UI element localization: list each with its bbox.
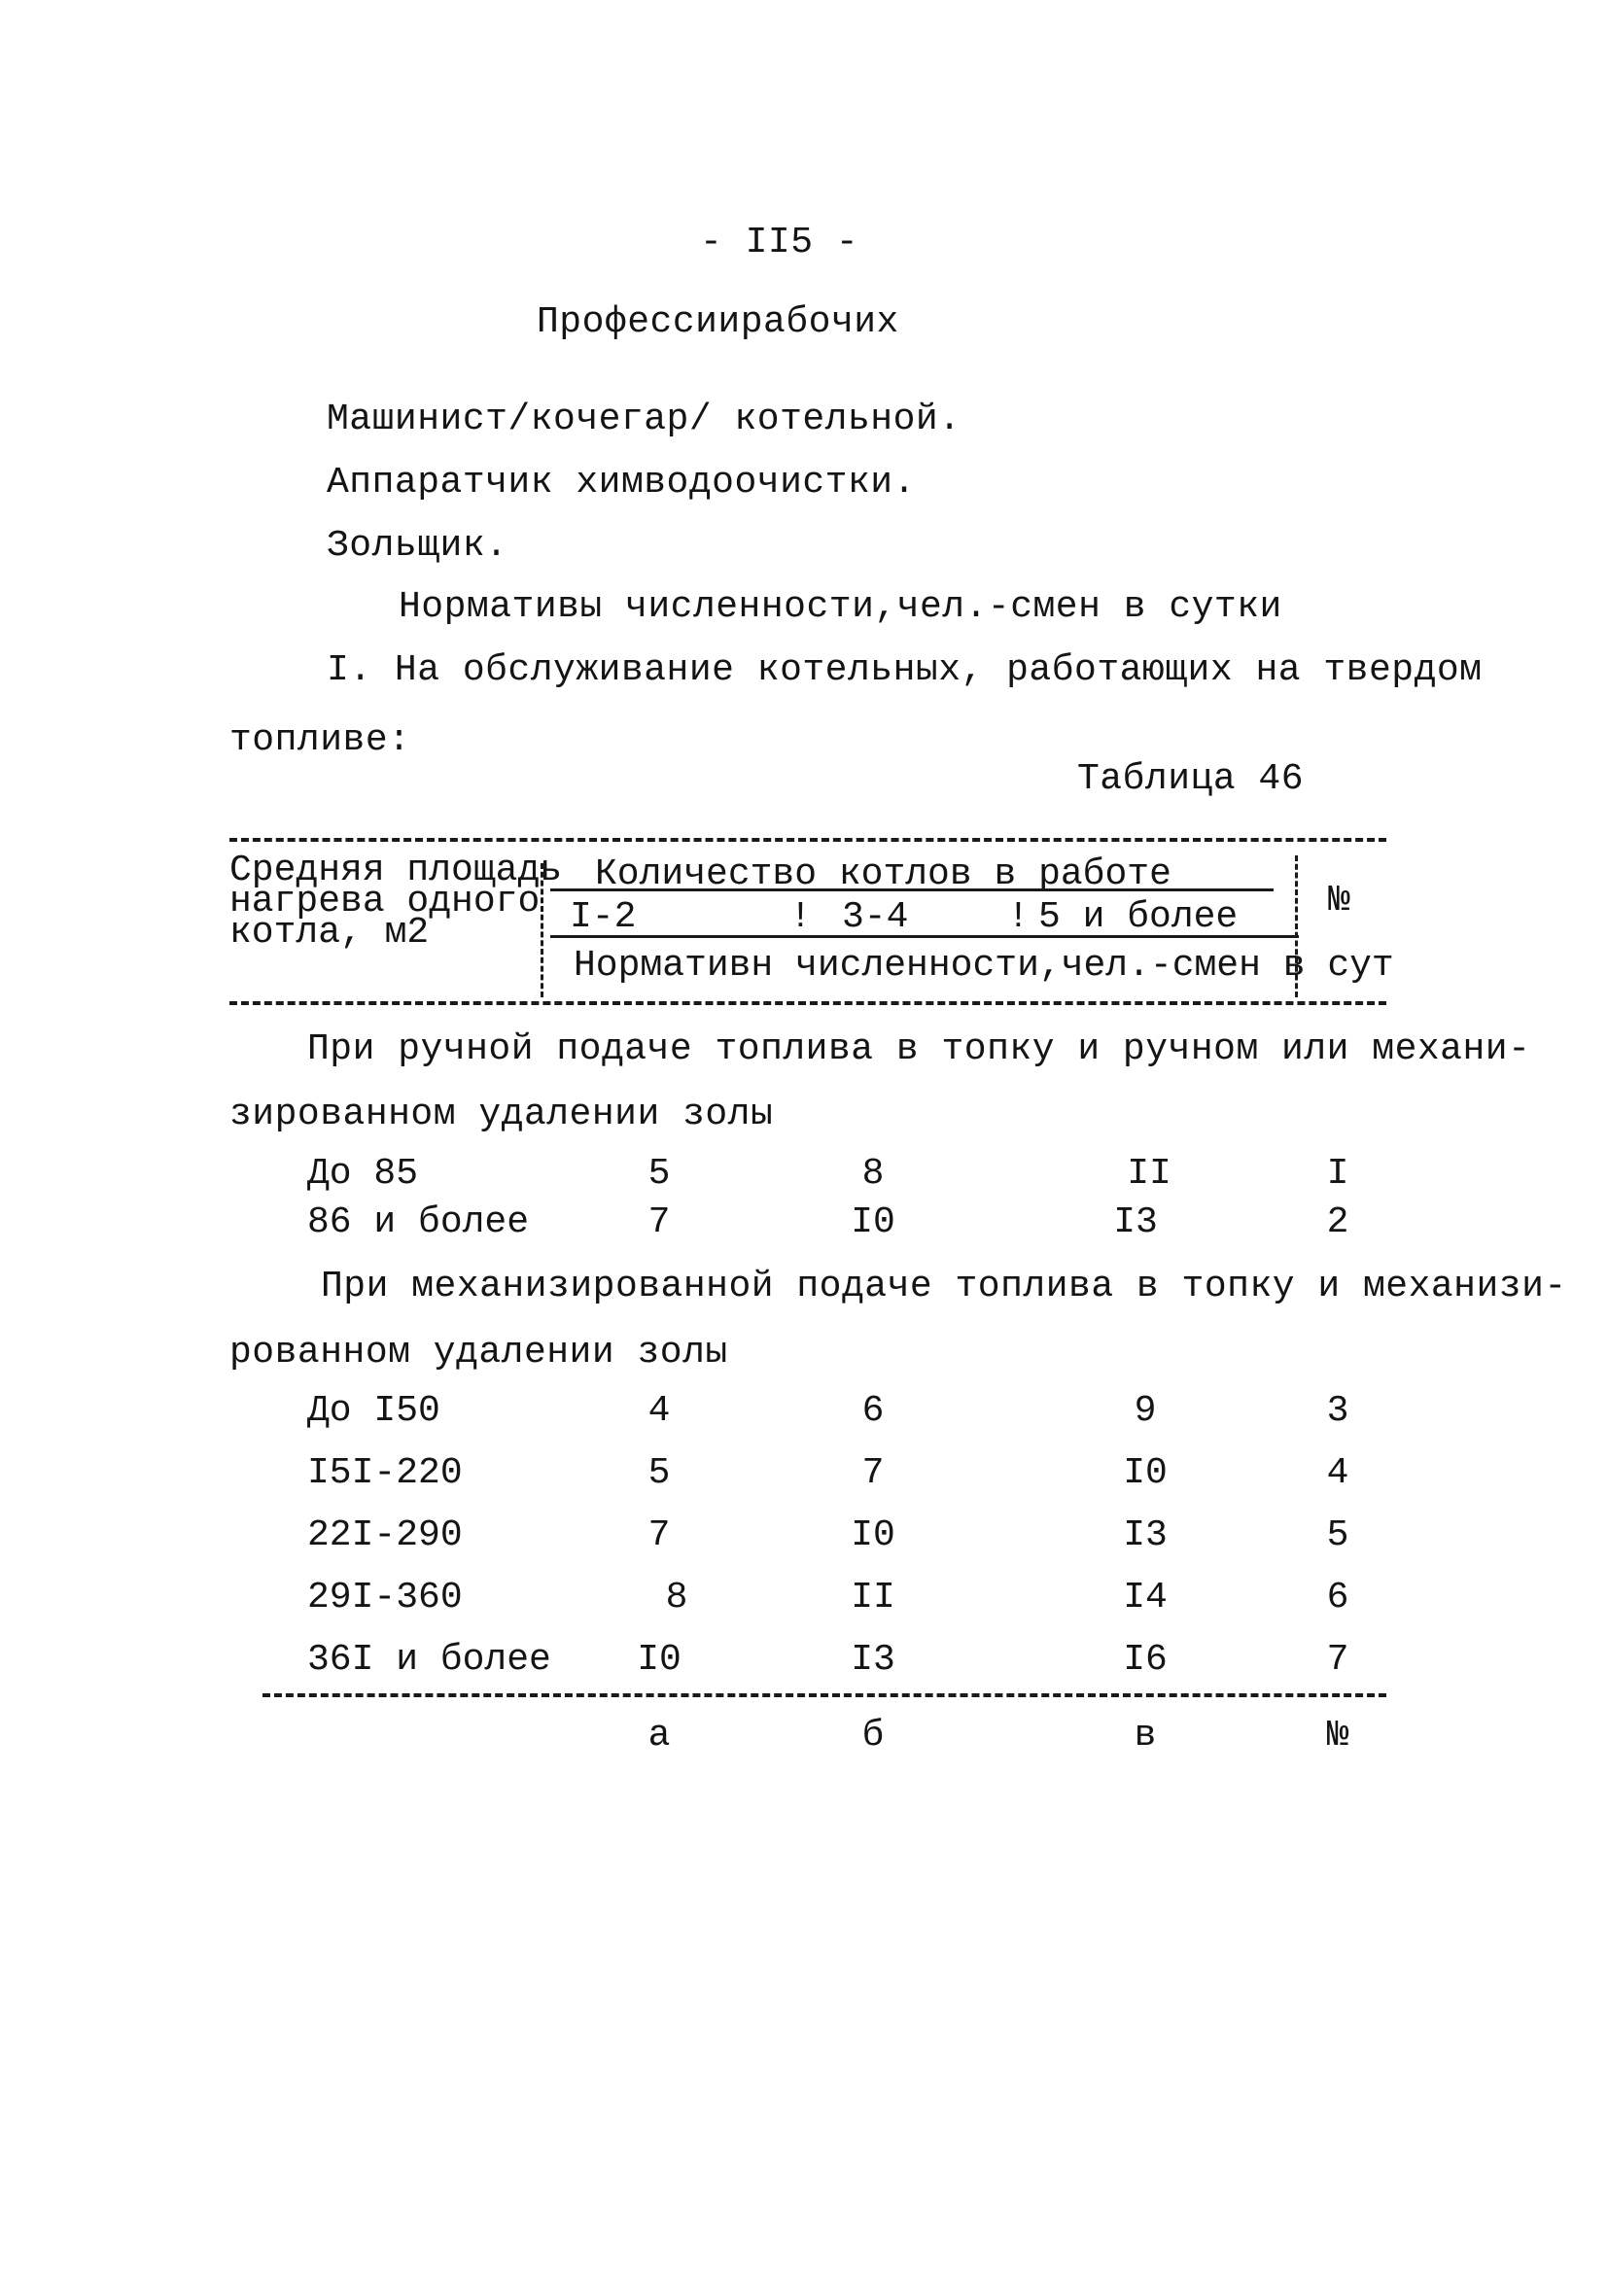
row-value-b: 8 — [861, 1153, 885, 1195]
row-value-b: 7 — [861, 1452, 885, 1494]
header-area-line: нагрева одного — [229, 881, 541, 922]
row-number: 6 — [1326, 1577, 1349, 1618]
item-text: топливе: — [229, 719, 411, 761]
profession-item: Зольщик. — [327, 525, 508, 567]
row-value-a: 8 — [665, 1577, 688, 1618]
page-number: - II5 - — [700, 222, 859, 263]
subcol-header: 5 и более — [1038, 896, 1239, 938]
row-value-c: II — [1127, 1153, 1171, 1195]
row-area: 29I-360 — [307, 1577, 463, 1618]
row-number: 3 — [1326, 1390, 1349, 1432]
row-value-c: I3 — [1123, 1514, 1168, 1556]
row-value-c: I0 — [1123, 1452, 1168, 1494]
section-title: Профессиирабочих — [537, 301, 899, 343]
group-title: зированном удалении золы — [229, 1094, 774, 1135]
row-area: До 85 — [307, 1153, 419, 1195]
subcol-separator: ! — [1007, 896, 1030, 938]
row-value-b: I3 — [851, 1639, 895, 1681]
profession-item: Аппаратчик химводоочистки. — [327, 462, 916, 504]
row-number: 2 — [1326, 1201, 1349, 1243]
header-bottom-rule — [229, 1001, 1386, 1005]
row-value-a: 5 — [647, 1452, 671, 1494]
footer-col-no: № — [1326, 1715, 1349, 1757]
group-title: При механизированной подаче топлива в топку и механизи- — [321, 1266, 1567, 1307]
header-area-line: котла, м2 — [229, 912, 430, 954]
footer-col-c: в — [1134, 1715, 1157, 1757]
row-value-a: 4 — [647, 1390, 671, 1432]
row-value-c: 9 — [1134, 1390, 1157, 1432]
row-value-a: I0 — [637, 1639, 682, 1681]
header-separator — [541, 863, 543, 997]
subcol-rule — [550, 935, 1299, 938]
row-area: 22I-290 — [307, 1514, 463, 1556]
header-no: № — [1328, 880, 1350, 922]
row-number: 4 — [1326, 1452, 1349, 1494]
row-value-a: 5 — [647, 1153, 671, 1195]
group-title: При ручной подаче топлива в топку и ручном или механи- — [307, 1028, 1531, 1070]
header-boilers: Количество котлов в работе — [595, 853, 1171, 895]
profession-item: Машинист/кочегар/ котельной. — [327, 399, 961, 440]
row-area: I5I-220 — [307, 1452, 463, 1494]
row-value-c: I3 — [1113, 1201, 1158, 1243]
table-top-rule — [229, 838, 1386, 842]
norms-heading: Нормативы численности,чел.-смен в сутки — [399, 586, 1282, 628]
subcol-header: 3-4 — [842, 896, 909, 938]
table-bottom-rule — [262, 1693, 1386, 1697]
item-text: I. На обслуживание котельных, работающих на твердом — [327, 649, 1483, 691]
row-area: До I50 — [307, 1390, 440, 1432]
row-value-b: 6 — [861, 1390, 885, 1432]
header-area-line: Средняя площадь — [229, 850, 563, 891]
group-title: рованном удалении золы — [229, 1332, 728, 1374]
subcol-separator: ! — [789, 896, 812, 938]
row-number: I — [1326, 1153, 1349, 1195]
row-area: 36I и более — [307, 1639, 551, 1681]
subcol-header: I-2 — [570, 896, 637, 938]
row-value-a: 7 — [647, 1514, 671, 1556]
footer-col-a: а — [647, 1715, 671, 1757]
header-boilers-rule — [550, 888, 1274, 891]
row-value-b: II — [851, 1577, 895, 1618]
row-value-c: I4 — [1123, 1577, 1168, 1618]
row-value-c: I6 — [1123, 1639, 1168, 1681]
row-number: 5 — [1326, 1514, 1349, 1556]
row-value-b: I0 — [851, 1201, 895, 1243]
norms-row-label: Нормативн численности,чел.-смен в сут — [574, 945, 1394, 987]
row-value-a: 7 — [647, 1201, 671, 1243]
table-label: Таблица 46 — [1077, 758, 1305, 800]
row-number: 7 — [1326, 1639, 1349, 1681]
row-value-b: I0 — [851, 1514, 895, 1556]
footer-col-b: б — [861, 1715, 885, 1757]
row-area: 86 и более — [307, 1201, 530, 1243]
